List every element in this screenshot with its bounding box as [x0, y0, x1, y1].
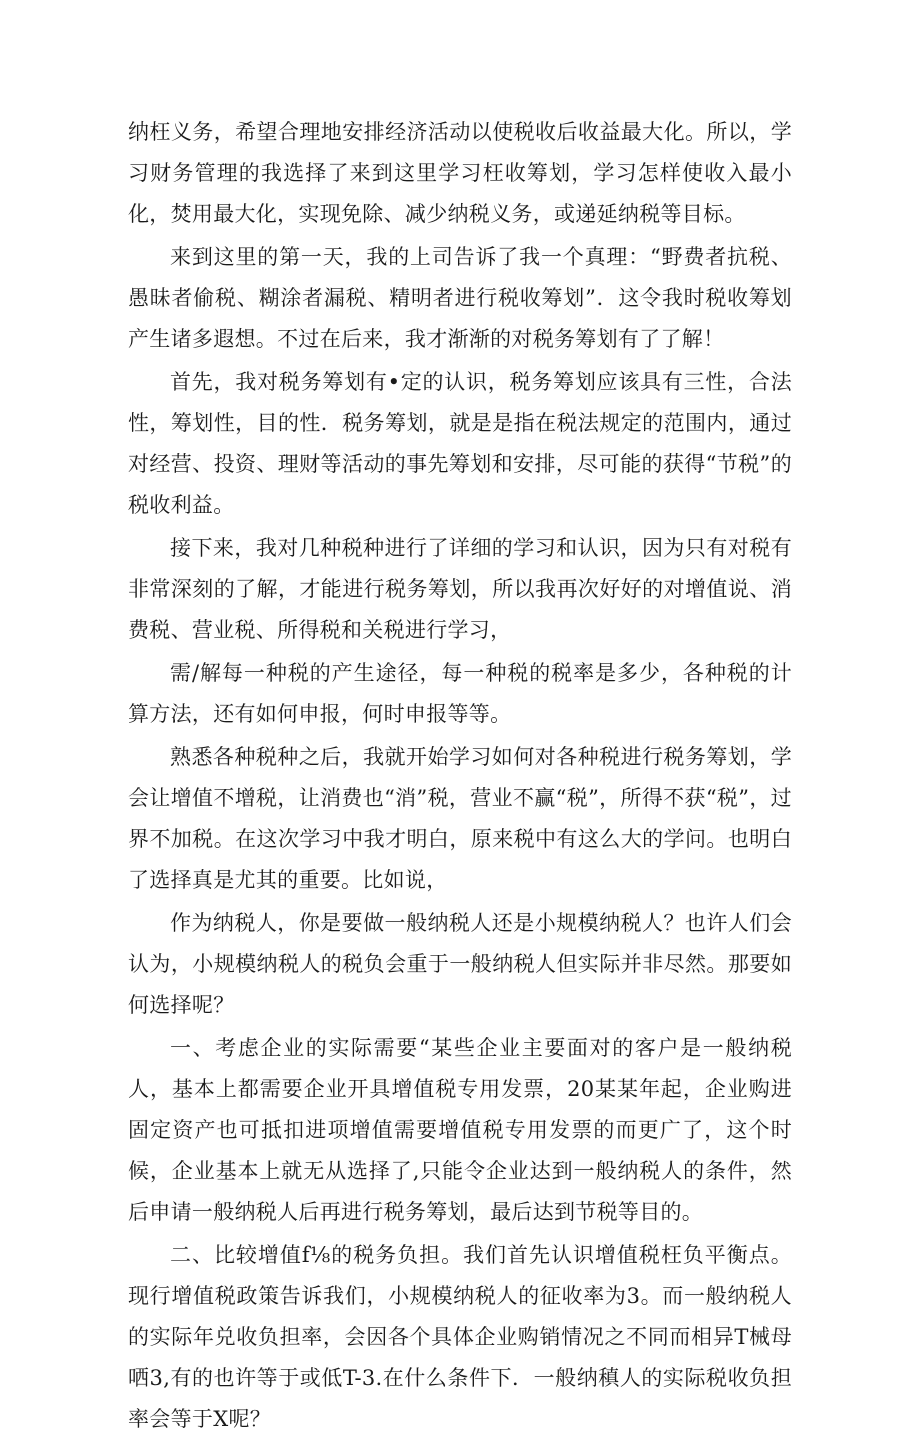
paragraph-point-one: 一、考虑企业的实际需要“某些企业主要面对的客户是一般纳税人，基本上都需要企业开具增值税专用发票，20某某年起，企业购进固定资产也可抵扣进项增值需要增值税专用发票的而更广了，这个时候，企业基本上就无从选择了,只能令企业达到一般纳税人的条件，然后申请一般纳税人后再进行税务筹划，最后达到节税等目的。	[128, 1036, 792, 1224]
paragraph-first-day: 来到这里的第一天，我的上司告诉了我一个真理：“野费者抗税、愚昧者偷税、糊涂者漏税、精明者进行税收筹划”．这令我时税收筹划产生诸多遐想。不过在后来，我才渐渐的对税务筹划有了了解！	[128, 245, 792, 351]
paragraph-taxpayer-choice: 作为纳税人，你是要做一般纳税人还是小规模纳税人？也许人们会认为，小规模纳税人的税负会重于一般纳税人但实际并非尽然。那要如何选择呢？	[128, 911, 792, 1017]
paragraph-tax-details: 需/解每一种税的产生途径，每一种税的税率是多少，各种税的计算方法，还有如何申报，何时申报等等。	[128, 661, 792, 726]
paragraph-understanding: 首先，我对税务筹划有•定的认识，税务筹划应该具有三性，合法性，筹划性，目的性．税务筹划，就是是指在税法规定的范围内，通过对经营、投资、理财等活动的事先筹划和安排，尽可能的获得“节税”的税收利益。	[128, 370, 792, 517]
paragraph-tax-types: 接下来，我对几种税种进行了详细的学习和认识，因为只有对税有非常深刻的了解，才能进行税务筹划，所以我再次好好的对增值说、消费税、营业税、所得税和关税进行学习，	[128, 536, 792, 642]
document-body	[128, 112, 792, 1442]
paragraph-planning-methods: 熟悉各种税种之后，我就开始学习如何对各种税进行税务筹划，学会让增值不增税，让消费也“消”税，营业不赢“税”，所得不获“税”，过界不加税。在这次学习中我才明白，原来税中有这么大的学问。也明白了选择真是尤其的重要。比如说，	[128, 745, 792, 892]
paragraph-point-two: 二、比较增值f⅛的税务负担。我们首先认识增值税枉负平衡点。现行增值税政策告诉我们，小规模纳税人的征收率为3。而一般纳税人的实际年兑收负担率，会因各个具体企业购销情况之不同而相异T械母哂3,有的也许等于或低T-3.在什么条件下．一般纳稹人的实际税收负担率会等于X呢？	[128, 1243, 792, 1431]
paragraph-tax-planning-intro: 纳枉义务，希望合理地安排经济活动以使税收后收益最大化。所以，学习财务管理的我选择了来到这里学习枉收筹划，学习怎样使收入最小化，焚用最大化，实现免除、减少纳税义务，或递延纳税等目标。	[128, 120, 792, 226]
